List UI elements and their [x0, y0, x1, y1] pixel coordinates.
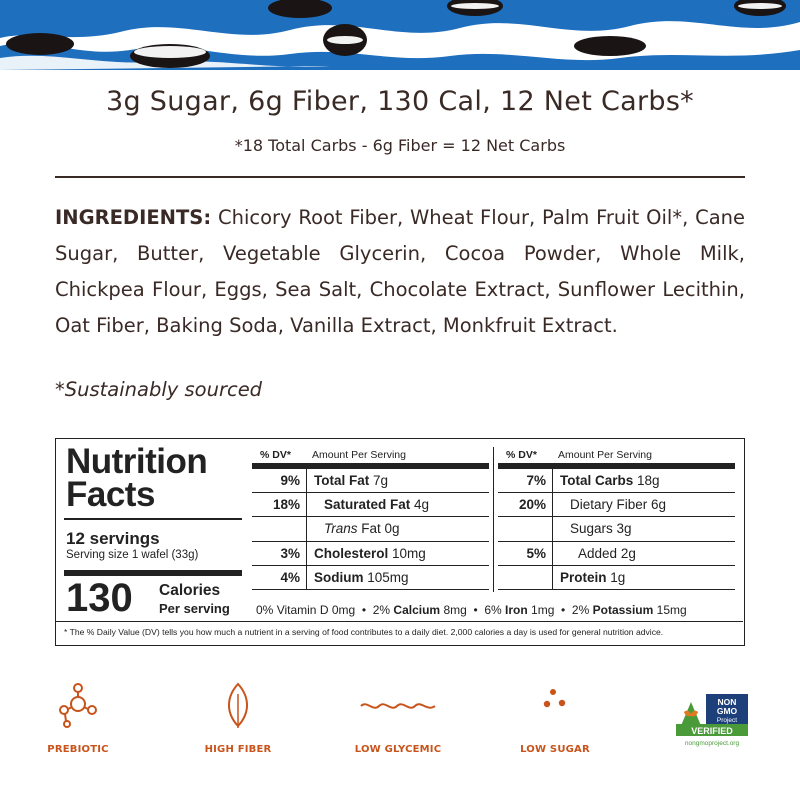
amount-header: Amount Per Serving	[558, 449, 652, 461]
ingredients-list: Chicory Root Fiber, Wheat Flour, Palm Fruit Oil*, Cane Sugar, Butter, Vegetable Glycerin, Cocoa Powder, Whole Milk, Chickpea Flour, Eggs, Sea Salt, Chocolate Extract, Sunflower Lecithin, Oat Fiber, Baking Soda, Vanilla Extract, Monkfruit Extract.	[55, 206, 745, 337]
cookie-shape	[451, 3, 499, 9]
column-header	[252, 447, 489, 469]
dv-header: % DV*	[260, 449, 291, 461]
nutrient-row: 9% Total Fat 7g	[252, 469, 489, 493]
badge-low-sugar	[500, 680, 610, 780]
svg-text:GMO: GMO	[716, 706, 738, 716]
badge-prebiotic	[23, 680, 133, 780]
sugar-crystals-icon	[500, 680, 610, 730]
calories-value: 130	[66, 576, 133, 620]
cookie-shape	[738, 3, 782, 9]
badge-label: LOW SUGAR	[520, 744, 590, 755]
non-gmo-verified-logo	[676, 694, 748, 748]
nutrient-column-left	[252, 447, 489, 590]
nutrient-row: 20% Dietary Fiber 6g	[498, 493, 735, 517]
cookie-shape	[6, 33, 74, 55]
headline: 3g Sugar, 6g Fiber, 130 Cal, 12 Net Carbs*	[106, 86, 694, 117]
svg-text:nongmoproject.org: nongmoproject.org	[684, 740, 740, 747]
nutrition-facts-panel	[55, 438, 745, 646]
nutrition-facts-title: Nutrition Facts	[66, 442, 208, 514]
ingredients-paragraph	[55, 200, 745, 344]
servings-count: 12 servings	[66, 529, 160, 548]
nutrient-row: 4% Sodium 105mg	[252, 566, 489, 590]
ingredients-label: INGREDIENTS:	[55, 206, 212, 229]
net-carbs-note: *18 Total Carbs - 6g Fiber = 12 Net Carbs	[234, 136, 566, 155]
amount-header: Amount Per Serving	[312, 449, 406, 461]
badge-low-glycemic	[343, 680, 453, 780]
badge-label: PREBIOTIC	[47, 744, 109, 755]
badge-label: LOW GLYCEMIC	[354, 744, 442, 755]
vitamins-minerals-line: 0% Vitamin D 0mg • 2% Calcium 8mg • 6% Iron 1mg • 2% Potassium 15mg	[256, 603, 687, 617]
column-header	[498, 447, 735, 469]
badge-label: HIGH FIBER	[204, 744, 272, 755]
nutrient-row: 18% Saturated Fat 4g	[252, 493, 489, 517]
cookie-shape	[134, 46, 206, 58]
calories-label: Calories	[159, 582, 221, 599]
nutrient-row: Protein 1g	[498, 566, 735, 590]
nutrient-row: 3% Cholesterol 10mg	[252, 542, 489, 566]
leaf-icon	[183, 680, 293, 730]
daily-value-footnote: * The % Daily Value (DV) tells you how much a nutrient in a serving of food contributes to a daily diet. 2,000 calories a day is used for general nutrition advice.	[64, 627, 664, 637]
cookie-shape	[574, 36, 646, 56]
svg-text:NON: NON	[717, 697, 737, 707]
molecule-icon	[23, 680, 133, 730]
svg-text:VERIFIED: VERIFIED	[691, 726, 733, 736]
dv-header: % DV*	[506, 449, 537, 461]
column-divider	[493, 447, 494, 592]
nutrient-column-right	[498, 447, 735, 590]
nutrient-row: 7% Total Carbs 18g	[498, 469, 735, 493]
per-serving-label: Per serving	[159, 601, 230, 616]
nutrient-row: Sugars 3g	[498, 517, 735, 541]
divider	[55, 176, 745, 178]
badge-high-fiber	[183, 680, 293, 780]
serving-size: Serving size 1 wafel (33g)	[66, 549, 199, 561]
sustainably-sourced-note: *Sustainably sourced	[55, 378, 263, 401]
nutrient-row: Trans Fat 0g	[252, 517, 489, 541]
divider	[56, 621, 743, 622]
cookie-shape	[327, 36, 363, 44]
wave-icon	[343, 680, 453, 730]
svg-text:Project: Project	[716, 717, 738, 724]
nutrient-row: 5% Added 2g	[498, 542, 735, 566]
wave-cookie-banner	[0, 0, 800, 70]
divider	[64, 518, 242, 520]
